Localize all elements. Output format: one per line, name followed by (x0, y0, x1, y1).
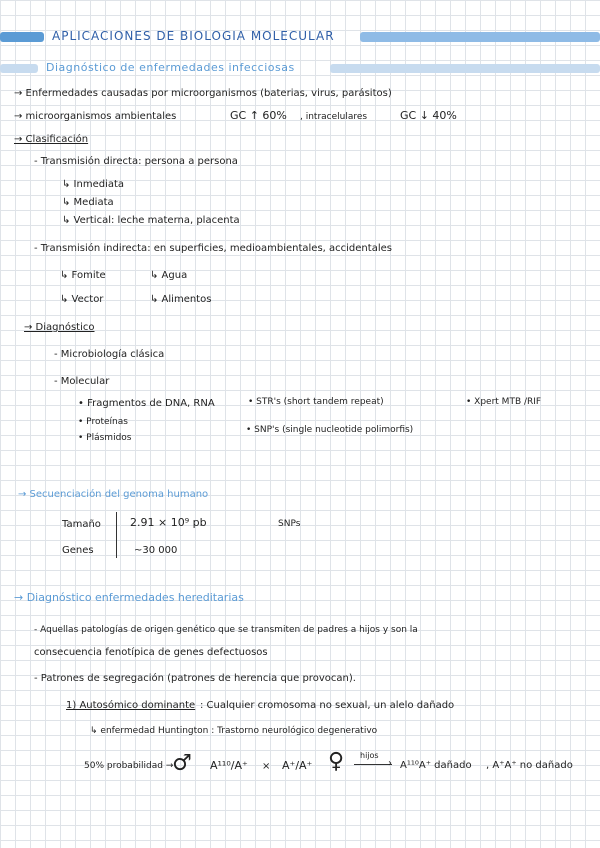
table-divider (116, 512, 117, 558)
page-title: APLICACIONES DE BIOLOGIA MOLECULAR (52, 29, 335, 43)
note-line: ↳ Mediata (62, 197, 114, 208)
arrow-label: hijos (360, 751, 379, 760)
note-line: • Fragmentos de DNA, RNA (78, 398, 215, 409)
note-line: ↳ Fomite (60, 270, 106, 281)
note-line: 1) Autosómico dominante (66, 700, 196, 711)
header-bar-right (360, 32, 600, 42)
subtitle-bar-left (0, 64, 38, 73)
note-line: - Aquellas patologías de origen genético que se transmiten de padres a hijos y son la (34, 625, 418, 635)
note-line: • SNP's (single nucleotide polimorfis) (246, 425, 414, 435)
note-line: - Transmisión indirecta: en superficies, medioambientales, accidentales (34, 243, 392, 254)
note-line: ↳ Alimentos (150, 294, 212, 305)
male-symbol-icon: ♂ (172, 751, 192, 776)
note-line: ↳ enfermedad Huntington : Trastorno neurológico degenerativo (90, 726, 378, 736)
note-line: ↳ Inmediata (62, 179, 125, 190)
genome-table-value: ~30 000 (134, 545, 178, 556)
cross-sign: × (262, 761, 271, 772)
section-subtitle: Diagnóstico de enfermedades infecciosas (46, 61, 295, 74)
note-line: ↳ Vertical: leche materna, placenta (62, 215, 240, 226)
note-line: • STR's (short tandem repeat) (248, 397, 384, 407)
genotype: A⁺/A⁺ (282, 759, 313, 772)
note-heading: → Diagnóstico (24, 322, 95, 333)
genome-table-label: Genes (62, 545, 94, 556)
note-line: consecuencia fenotípica de genes defectuosos (34, 647, 268, 658)
section-heading: → Secuenciación del genoma humano (18, 489, 209, 500)
note-line: - Microbiología clásica (54, 349, 165, 360)
genome-table-label: SNPs (278, 519, 301, 529)
note-line: : Cualquier cromosoma no sexual, un alelo dañado (200, 700, 455, 711)
arrow-icon (354, 764, 392, 765)
note-line: - Molecular (54, 376, 110, 387)
subtitle-bar-right (330, 64, 600, 73)
note-line: - Transmisión directa: persona a persona (34, 156, 238, 167)
arrow-head-icon: › (388, 758, 392, 769)
note-line: • Plásmidos (78, 433, 132, 443)
offspring-genotype: , A⁺A⁺ no dañado (486, 760, 573, 771)
genotype: A¹¹⁰/A⁺ (210, 759, 248, 772)
header-bar-left (0, 32, 44, 42)
genome-table-value: 2.91 × 10⁹ pb (130, 516, 207, 529)
note-line: GC ↑ 60% (230, 109, 287, 122)
female-symbol-icon: ♀ (328, 749, 345, 774)
note-line: 50% probabilidad → (84, 761, 174, 771)
note-line: ↳ Vector (60, 294, 104, 305)
note-line: - Patrones de segregación (patrones de herencia que provocan). (34, 673, 356, 684)
note-line: • Proteínas (78, 417, 128, 427)
note-line: , intracelulares (300, 112, 368, 122)
note-line: → microorganismos ambientales (14, 111, 177, 122)
note-line: • Xpert MTB /RIF (466, 397, 542, 407)
note-heading: → Clasificación (14, 134, 89, 145)
offspring-genotype: A¹¹⁰A⁺ dañado (400, 760, 472, 771)
genome-table-label: Tamaño (62, 519, 101, 530)
note-line: → Enfermedades causadas por microorganismos (baterias, virus, parásitos) (14, 88, 392, 99)
note-line: GC ↓ 40% (400, 109, 457, 122)
section-heading: → Diagnóstico enfermedades hereditarias (14, 591, 244, 604)
note-line: ↳ Agua (150, 270, 188, 281)
